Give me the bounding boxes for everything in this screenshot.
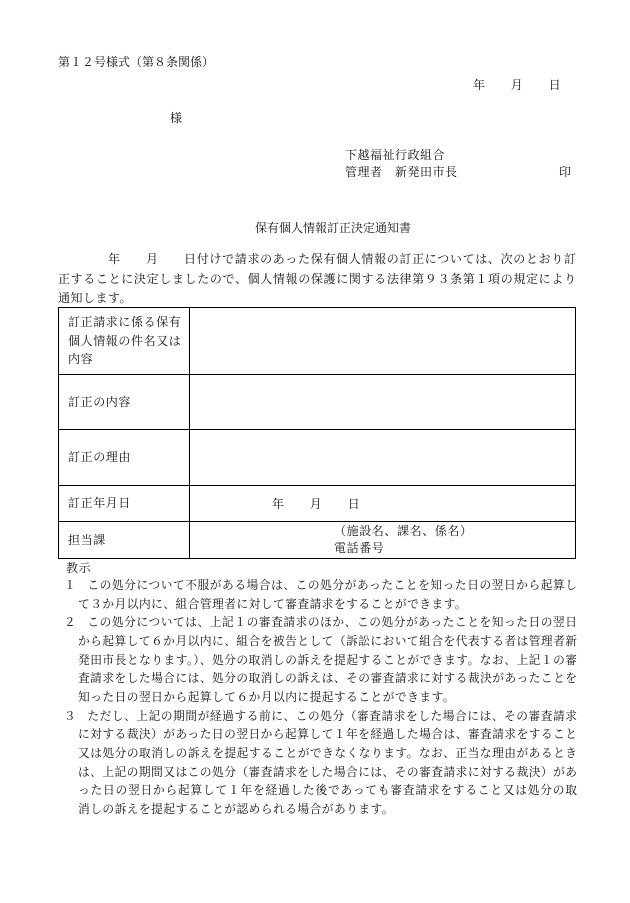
instruction-line bbox=[64, 707, 577, 726]
table-row bbox=[59, 308, 575, 374]
instruction-number: ３ bbox=[64, 708, 76, 723]
document-date: 年 月 日 bbox=[473, 78, 562, 92]
table-label: 訂正請求に係る保有個人情報の件名又は内容 bbox=[68, 315, 182, 367]
table-value-cell bbox=[190, 522, 575, 558]
instructions-list bbox=[64, 576, 577, 819]
table-label: 訂正の内容 bbox=[68, 394, 132, 409]
table-row bbox=[59, 485, 575, 521]
instructions-heading: 教示 bbox=[66, 561, 92, 575]
instruction-text: この処分について不服がある場合は、この処分があったことを知った日の翌日から起算し bbox=[87, 578, 577, 592]
phone-number-label: 電話番号 bbox=[334, 541, 385, 555]
instruction-line: て３か月以内に、組合管理者に対して審査請求をすることができます。 bbox=[78, 596, 468, 611]
table-label-cell bbox=[59, 486, 190, 521]
seal-mark: 印 bbox=[559, 165, 572, 179]
sender-manager: 管理者 新発田市長 bbox=[345, 165, 458, 179]
instruction-text: ただし、上記の期間が経過する前に、この処分（審査請求をした場合には、その審査請求 bbox=[87, 708, 577, 723]
table-value-cell bbox=[190, 486, 575, 521]
instruction-text: この処分については、上記１の審査請求のほか、この処分があったことを知った日の翌日 bbox=[87, 615, 577, 630]
body-line: 年 月 日付けで請求のあった保有個人情報の訂正については、次のとおり訂 bbox=[108, 252, 576, 266]
addressee: 様 bbox=[170, 111, 183, 125]
table-value-cell bbox=[190, 375, 575, 429]
instruction-line: 発田市長となります。）、処分の取消しの訴えを提起することができます。なお、上記１の審 bbox=[78, 652, 577, 667]
table-row bbox=[59, 374, 575, 429]
table-label-cell bbox=[59, 308, 190, 374]
instruction-item bbox=[64, 707, 577, 819]
body-line: 通知します。 bbox=[58, 291, 133, 305]
instruction-line: に対する裁決）があった日の翌日から起算して１年を経過した場合は、審査請求をすること bbox=[78, 727, 577, 742]
instruction-line: 査請求をした場合には、処分の取消しの訴えは、その審査請求に対する裁決があったことを bbox=[78, 671, 577, 686]
body-line: 正することに決定しましたので、個人情報の保護に関する法律第９３条第１項の規定により bbox=[58, 271, 576, 286]
decision-table bbox=[58, 307, 576, 559]
correction-date-value: 年 月 日 bbox=[272, 496, 361, 511]
table-label-cell bbox=[59, 430, 190, 485]
notice-body bbox=[58, 250, 576, 309]
sender-organization: 下越福祉行政組合 bbox=[345, 148, 446, 162]
instruction-line: 消しの訴えを提起することが認められる場合があります。 bbox=[78, 802, 394, 817]
instruction-line: から起算して６か月以内に、組合を被告として（訴訟において組合を代表する者は管理者新 bbox=[78, 634, 577, 649]
instruction-item bbox=[64, 576, 577, 613]
table-label-cell bbox=[59, 375, 190, 429]
table-row bbox=[59, 429, 575, 485]
table-row bbox=[59, 521, 575, 558]
instruction-number: ２ bbox=[64, 615, 76, 630]
instruction-line: 知った日の翌日から起算して６か月以内に提起することができます。 bbox=[78, 690, 455, 705]
instruction-line: は、上記の期間又はこの処分（審査請求をした場合には、その審査請求に対する裁決）があ bbox=[78, 764, 577, 779]
form-number: 第１２号様式（第８条関係） bbox=[58, 55, 215, 69]
table-value-cell bbox=[190, 430, 575, 485]
table-label-cell bbox=[59, 522, 190, 558]
instruction-line: った日の翌日から起算して１年を経過した後であっても審査請求をすること又は処分の取 bbox=[78, 783, 577, 798]
instruction-line bbox=[64, 576, 577, 595]
instruction-line bbox=[64, 613, 577, 632]
instruction-item bbox=[64, 613, 577, 706]
instruction-number: １ bbox=[64, 578, 76, 592]
table-label: 担当課 bbox=[68, 532, 106, 547]
table-value-cell bbox=[190, 308, 575, 374]
table-label: 訂正の理由 bbox=[68, 450, 132, 465]
instruction-line: 又は処分の取消しの訴えを提起することができなくなります。なお、正当な理由があるとき bbox=[78, 746, 577, 761]
department-names: （施設名、課名、係名） bbox=[334, 524, 473, 538]
document-title: 保有個人情報訂正決定通知書 bbox=[255, 221, 412, 235]
table-label: 訂正年月日 bbox=[68, 496, 132, 511]
